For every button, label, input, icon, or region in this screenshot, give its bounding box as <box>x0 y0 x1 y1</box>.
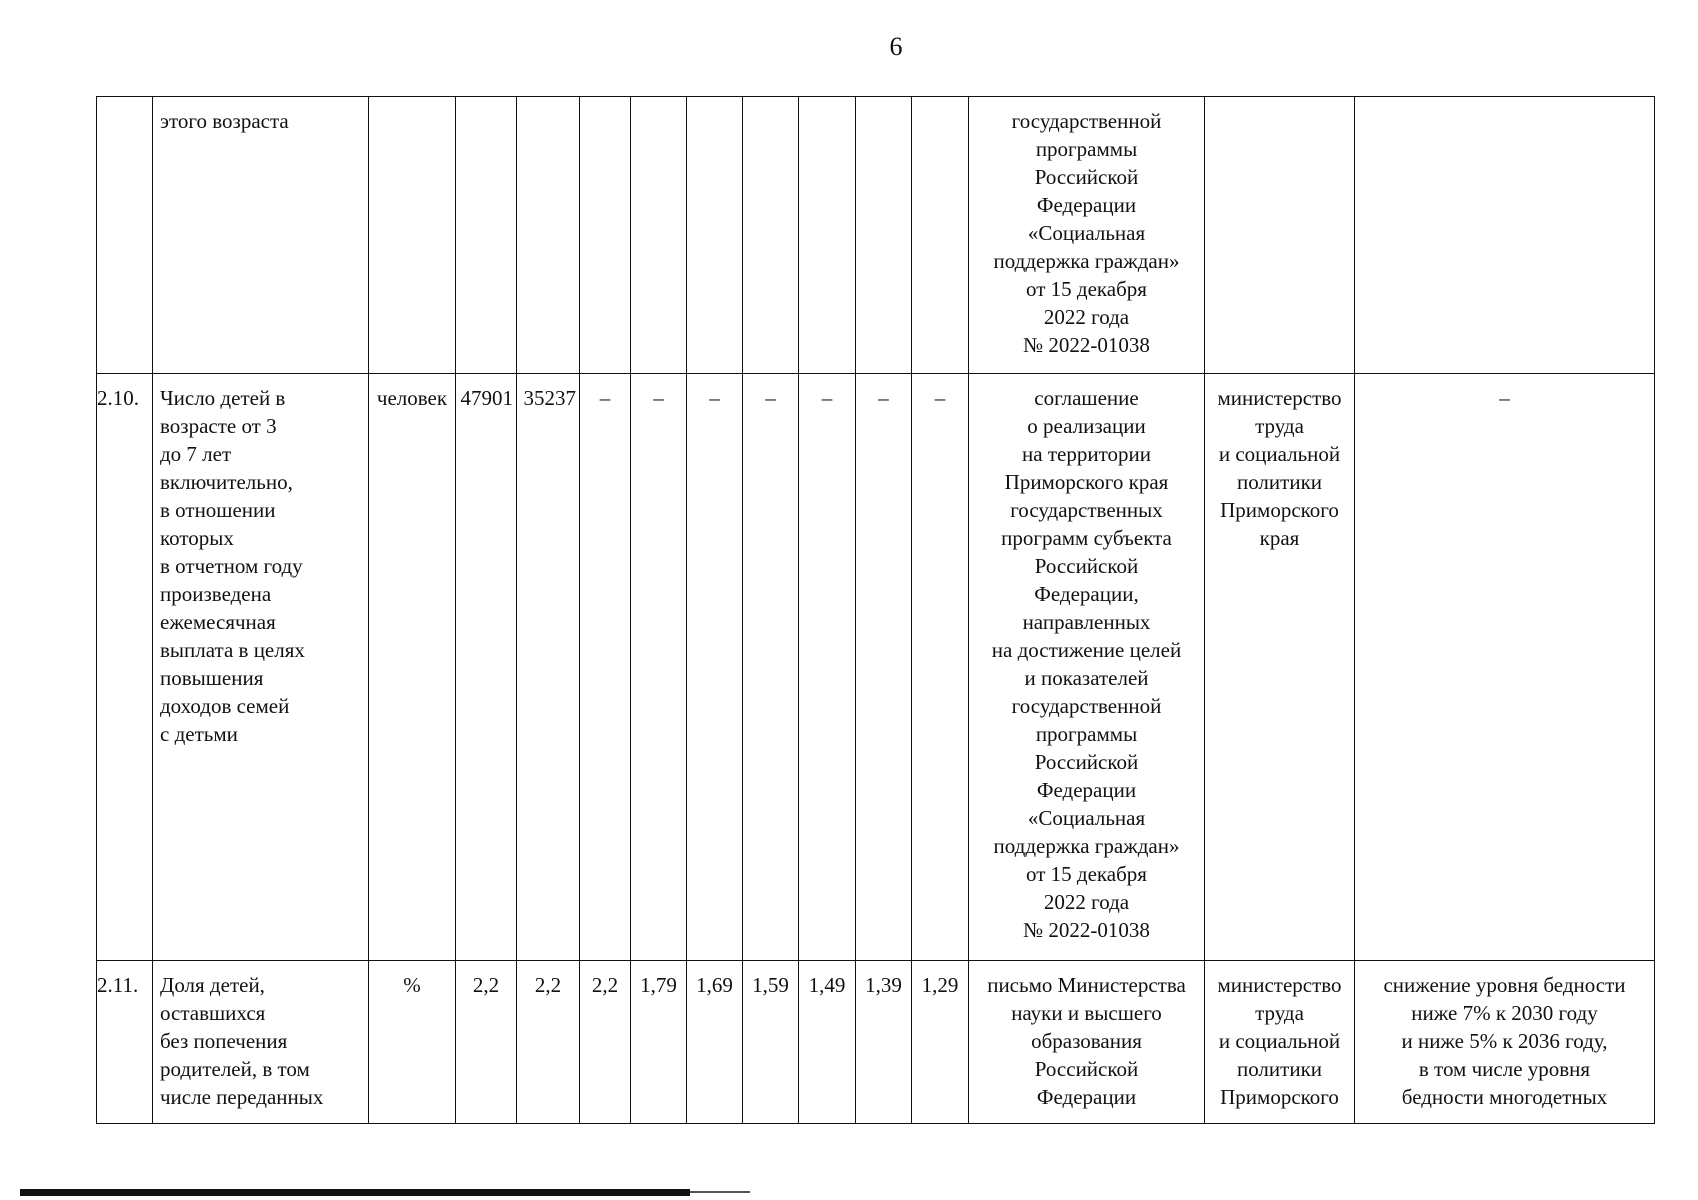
document-line: науки и высшего <box>1011 1001 1162 1025</box>
responsible-line: труда <box>1255 414 1304 438</box>
document-line: государственной <box>1011 694 1162 718</box>
result-line: в том числе уровня <box>1418 1057 1591 1081</box>
result-line: снижение уровня бедности <box>1383 973 1626 997</box>
indicator-name-line: с детьми <box>160 722 238 746</box>
document-line: 2022 года <box>1043 890 1130 914</box>
unit-cell: % <box>369 961 456 1124</box>
indicator-name-line: оставшихся <box>160 1001 266 1025</box>
responsible-cell <box>1205 961 1355 1124</box>
document-line: Российской <box>1034 165 1139 189</box>
value-cell <box>743 97 799 374</box>
result-cell <box>1355 374 1655 961</box>
document-line: Федерации <box>1036 1085 1137 1109</box>
value-cell: 47901 <box>456 374 517 961</box>
indicators-table <box>96 96 1655 1124</box>
indicator-name-line: до 7 лет <box>160 442 232 466</box>
document-line: на достижение целей <box>991 638 1182 662</box>
document-line: образования <box>1031 1029 1142 1053</box>
value-cell <box>687 97 743 374</box>
document-line: Российской <box>1034 554 1139 578</box>
indicator-name-line: этого возраста <box>160 109 289 133</box>
indicator-name-line: выплата в целях <box>160 638 305 662</box>
document-line: государственной <box>1011 109 1162 133</box>
scan-edge-bar <box>20 1189 690 1196</box>
table-row <box>97 97 1655 374</box>
document-line: Федерации <box>1036 193 1137 217</box>
document-line: на территории <box>1022 442 1151 466</box>
indicator-name-line: доходов семей <box>160 694 290 718</box>
document-line: «Социальная <box>1027 221 1146 245</box>
document-line: Российской <box>1034 750 1139 774</box>
document-line: направленных <box>1022 610 1151 634</box>
document-cell <box>969 961 1205 1124</box>
indicator-name <box>153 961 369 1124</box>
value-cell: 1,79 <box>631 961 687 1124</box>
value-cell: 35237 <box>517 374 580 961</box>
unit-cell <box>369 97 456 374</box>
document-cell <box>969 374 1205 961</box>
responsible-line: и социальной <box>1218 442 1341 466</box>
value-cell: – <box>799 374 856 961</box>
value-cell <box>456 97 517 374</box>
value-cell: – <box>743 374 799 961</box>
indicator-name-line: в отношении <box>160 498 276 522</box>
responsible-line: Приморского <box>1220 498 1339 522</box>
result-cell <box>1355 97 1655 374</box>
indicator-name-line: без попечения <box>160 1029 288 1053</box>
document-line: программ субъекта <box>1001 526 1172 550</box>
responsible-line: Приморского <box>1220 1085 1339 1109</box>
value-cell: – <box>687 374 743 961</box>
document-line: и показателей <box>1024 666 1149 690</box>
responsible-line: министерство <box>1217 973 1342 997</box>
table-row <box>97 374 1655 961</box>
responsible-line: министерство <box>1217 386 1342 410</box>
responsible-line: труда <box>1255 1001 1304 1025</box>
document-line: Приморского края <box>1004 470 1169 494</box>
document-cell <box>969 97 1205 374</box>
result-line: бедности многодетных <box>1401 1085 1608 1109</box>
row-number <box>97 97 153 374</box>
indicator-name-line: числе переданных <box>160 1085 324 1109</box>
document-line: о реализации <box>1027 414 1146 438</box>
value-cell: – <box>580 374 631 961</box>
value-cell <box>631 97 687 374</box>
value-cell: 1,39 <box>856 961 912 1124</box>
responsible-cell <box>1205 374 1355 961</box>
document-line: 2022 года <box>1043 305 1130 329</box>
document-line: Федерации, <box>1034 582 1139 606</box>
value-cell: – <box>856 374 912 961</box>
row-number: 2.11. <box>97 961 153 1124</box>
value-cell: 1,59 <box>743 961 799 1124</box>
result-line: ниже 7% к 2030 году <box>1411 1001 1598 1025</box>
value-cell <box>856 97 912 374</box>
page-number: 6 <box>889 32 903 61</box>
responsible-line: политики <box>1236 470 1323 494</box>
value-cell: – <box>912 374 969 961</box>
value-cell <box>517 97 580 374</box>
document-line: программы <box>1035 137 1138 161</box>
responsible-cell <box>1205 97 1355 374</box>
indicator-name-line: Доля детей, <box>160 973 265 997</box>
document-line: Российской <box>1034 1057 1139 1081</box>
document-line: № 2022-01038 <box>1023 333 1150 357</box>
indicator-name-line: произведена <box>160 582 272 606</box>
value-cell: 1,69 <box>687 961 743 1124</box>
indicator-name <box>153 374 369 961</box>
document-line: от 15 декабря <box>1026 277 1147 301</box>
result-line: и ниже 5% к 2036 году, <box>1401 1029 1608 1053</box>
indicator-name-line: родителей, в том <box>160 1057 310 1081</box>
document-line: Федерации <box>1036 778 1137 802</box>
document-line: программы <box>1035 722 1138 746</box>
responsible-line: края <box>1259 526 1300 550</box>
result-line: – <box>1499 386 1510 410</box>
indicator-name-line: в отчетном году <box>160 554 303 578</box>
result-cell <box>1355 961 1655 1124</box>
indicator-name-line: которых <box>160 526 234 550</box>
document-line: соглашение <box>1034 386 1139 410</box>
value-cell <box>580 97 631 374</box>
indicator-name-line: возрасте от 3 <box>160 414 277 438</box>
value-cell: 2,2 <box>517 961 580 1124</box>
responsible-line: политики <box>1236 1057 1323 1081</box>
scan-edge-bar-tail <box>690 1191 750 1193</box>
document-line: письмо Министерства <box>987 973 1186 997</box>
value-cell: 1,49 <box>799 961 856 1124</box>
indicator-name <box>153 97 369 374</box>
table-row <box>97 961 1655 1124</box>
value-cell: 2,2 <box>456 961 517 1124</box>
indicator-name-line: ежемесячная <box>160 610 276 634</box>
document-line: государственных <box>1010 498 1163 522</box>
value-cell: 1,29 <box>912 961 969 1124</box>
value-cell <box>912 97 969 374</box>
value-cell: 2,2 <box>580 961 631 1124</box>
document-line: от 15 декабря <box>1026 862 1147 886</box>
document-line: «Социальная <box>1027 806 1146 830</box>
document-line: поддержка граждан» <box>993 249 1180 273</box>
row-number: 2.10. <box>97 374 153 961</box>
responsible-line: и социальной <box>1218 1029 1341 1053</box>
indicator-name-line: Число детей в <box>160 386 286 410</box>
value-cell: – <box>631 374 687 961</box>
document-line: поддержка граждан» <box>993 834 1180 858</box>
value-cell <box>799 97 856 374</box>
document-line: № 2022-01038 <box>1023 918 1150 942</box>
indicator-name-line: повышения <box>160 666 264 690</box>
indicator-name-line: включительно, <box>160 470 293 494</box>
unit-cell: человек <box>369 374 456 961</box>
